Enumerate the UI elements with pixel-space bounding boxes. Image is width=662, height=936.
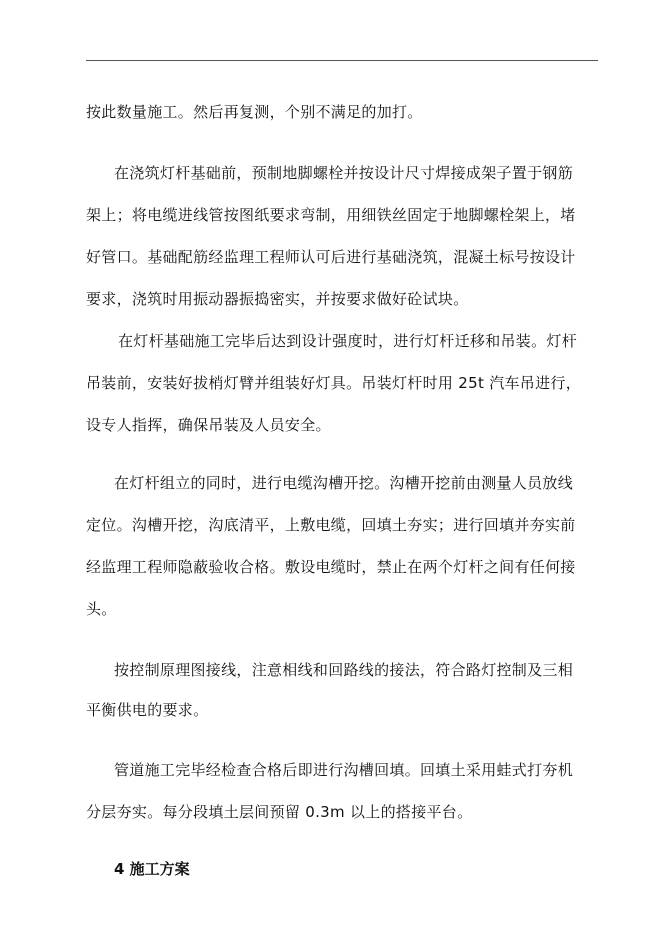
paragraph-line: 定位。沟槽开挖，沟底清平，上敷电缆，回填土夯实；进行回填并夯实前	[86, 516, 576, 534]
paragraph-line: 在灯杆组立的同时，进行电缆沟槽开挖。沟槽开挖前由测量人员放线	[114, 474, 574, 492]
paragraph-line: 设专人指挥，确保吊装及人员安全。	[86, 416, 331, 434]
paragraph-line: 在灯杆基础施工完毕后达到设计强度时，进行灯杆迁移和吊装。灯杆	[118, 332, 578, 350]
paragraph-line: 经监理工程师隐蔽验收合格。敷设电缆时，禁止在两个灯杆之间有任何接	[86, 558, 576, 576]
paragraph-line: 好管口。基础配筋经监理工程师认可后进行基础浇筑，混凝土标号按设计	[86, 248, 576, 266]
page-header-rule	[86, 60, 598, 61]
paragraph-line: 头。	[86, 600, 117, 618]
paragraph-line: 管道施工完毕经检查合格后即进行沟槽回填。回填土采用蛙式打夯机	[114, 761, 574, 779]
paragraph-line: 按此数量施工。然后再复测，个别不满足的加打。	[86, 103, 423, 121]
paragraph-line: 在浇筑灯杆基础前，预制地脚螺栓并按设计尺寸焊接成架子置于钢筋	[114, 164, 574, 182]
paragraph-line: 分层夯实。每分段填土层间预留 0.3m 以上的搭接平台。	[86, 803, 473, 821]
paragraph-line: 架上；将电缆进线管按图纸要求弯制，用细铁丝固定于地脚螺栓架上，堵	[86, 206, 576, 224]
paragraph-line: 平衡供电的要求。	[86, 701, 209, 719]
paragraph-line: 按控制原理图接线，注意相线和回路线的接法，符合路灯控制及三相	[114, 661, 574, 679]
section-heading: 4 施工方案	[114, 860, 190, 878]
paragraph-line: 要求，浇筑时用振动器振捣密实，并按要求做好砼试块。	[86, 290, 469, 308]
paragraph-line: 吊装前，安装好拔梢灯臂并组装好灯具。吊装灯杆时用 25t 汽车吊进行，	[86, 374, 582, 392]
